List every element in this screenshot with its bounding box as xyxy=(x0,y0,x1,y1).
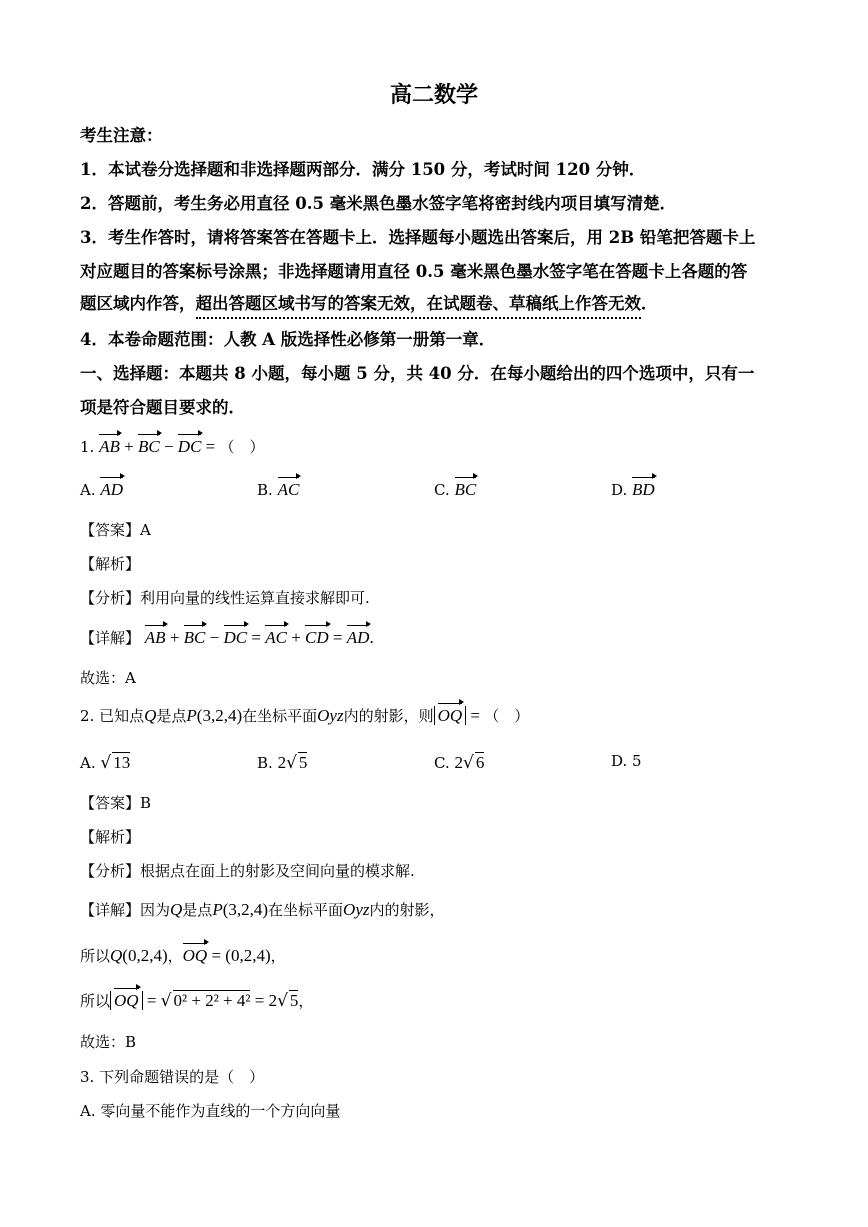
question-2-stem: 2. 已知点Q是点P(3,2,4)在坐标平面Oyz内的射影，则 OQ = （ ） xyxy=(80,706,530,725)
q3-option-a: A. 零向量不能作为直线的一个方向向量 xyxy=(80,1102,341,1120)
vector-AB: AB xyxy=(99,437,120,456)
q1-option-b: B. AC xyxy=(257,480,300,499)
notice-item-3-line2: 对应题目的答案标号涂黑；非选择题请用直径 0.5 毫米黑色墨水签字笔在答题卡上各题的答 xyxy=(80,262,748,281)
section-heading-line1: 一、选择题：本题共 8 小题，每小题 5 分，共 40 分．在每小题给出的四个选项中，只有一 xyxy=(80,364,755,383)
q1-answer: 【答案】A xyxy=(80,521,151,539)
q2-option-c: C. 2√ 6 xyxy=(434,753,485,773)
vector-BC: BC xyxy=(137,437,160,456)
notice-item-4: 4．本卷命题范围：人教 A 版选择性必修第一册第一章． xyxy=(80,330,496,349)
q2-option-a: A. √ 13 xyxy=(80,753,131,773)
q2-option-d: D. 5 xyxy=(611,752,642,770)
q1-option-c: C. BC xyxy=(434,480,477,499)
q2-answer: 【答案】B xyxy=(80,794,152,812)
q2-detail-2: 所以Q(0,2,4)，OQ = (0,2,4)， xyxy=(80,946,286,965)
q2-conclusion: 故选：B xyxy=(80,1033,137,1051)
page-title: 高二数学 xyxy=(389,82,478,108)
q2-detail-3: 所以 OQ = √ 0² + 2² + 4² = 2√ 5， xyxy=(80,991,314,1011)
notice-item-3-line3-a: 题区域内作答， xyxy=(80,294,196,313)
notice-item-2: 2．答题前，考生务必用直径 0.5 毫米黑色墨水签字笔将密封线内项目填写清楚． xyxy=(80,194,677,213)
q2-option-b: B. 2√ 5 xyxy=(257,753,308,773)
question-3-stem: 3. 下列命题错误的是（ ） xyxy=(80,1068,265,1086)
q1-conclusion: 故选：A xyxy=(80,669,136,687)
vector-DC: DC xyxy=(177,437,202,456)
notice-item-3-line3 xyxy=(80,290,658,314)
q2-detail-1: 【详解】因为Q是点P(3,2,4)在坐标平面Oyz内的射影， xyxy=(80,900,445,919)
q1-fenxi: 【分析】利用向量的线性运算直接求解即可. xyxy=(80,589,370,607)
notice-item-1: 1．本试卷分选择题和非选择题两部分．满分 150 分，考试时间 120 分钟． xyxy=(80,160,646,179)
notice-item-3-line3-c: ． xyxy=(641,294,658,313)
q1-jiexi: 【解析】 xyxy=(80,555,141,573)
q1-detail: 【详解】 AB + BC − DC = AC + CD = AD. xyxy=(80,628,374,647)
notice-heading: 考生注意： xyxy=(80,126,163,145)
q1-option-d: D. BD xyxy=(611,480,655,499)
answer-paren: （ ） xyxy=(219,438,265,456)
q2-jiexi: 【解析】 xyxy=(80,828,141,846)
notice-emphasis: 超出答题区域书写的答案无效，在试题卷、草稿纸上作答无效 xyxy=(196,294,642,319)
q1-option-a: A. AD xyxy=(80,480,124,499)
q2-fenxi: 【分析】根据点在面上的射影及空间向量的模求解. xyxy=(80,862,415,880)
question-number: 1. xyxy=(80,438,95,456)
question-1-stem: 1. AB + BC − DC = （ ） xyxy=(80,437,265,456)
section-heading-line2: 项是符合题目要求的． xyxy=(80,398,245,417)
notice-item-3-line1: 3．考生作答时，请将答案答在答题卡上．选择题每小题选出答案后，用 2B 铅笔把答题卡上 xyxy=(80,228,756,247)
